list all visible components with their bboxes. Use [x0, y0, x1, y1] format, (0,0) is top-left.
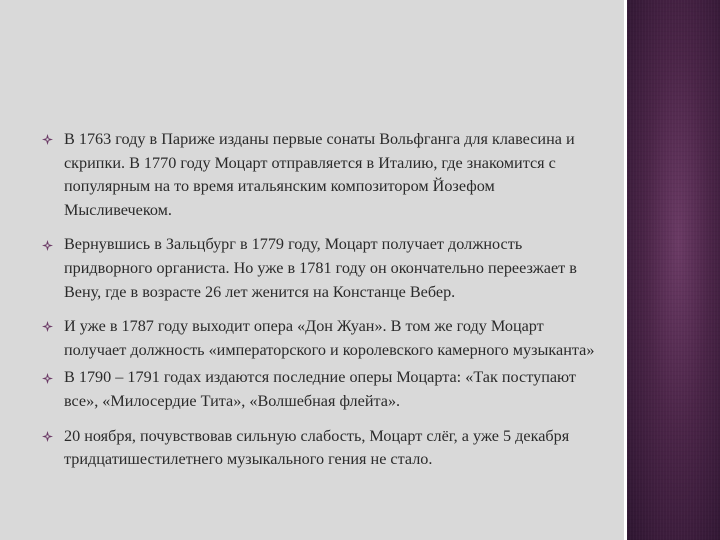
diamond-star-bullet-icon: [40, 128, 54, 152]
bullet-item-1: [40, 128, 600, 222]
bullet-text-2: Вернувшись в Зальцбург в 1779 году, Моцарт получает должность придворного органиста. Но уже в 1781 году он окончательно переезжает в Вену, где в возрасте 26 лет женится на Констанце Вебер.: [64, 235, 577, 301]
diamond-star-bullet-icon: [40, 315, 54, 339]
bullet-item-3: [40, 315, 600, 362]
bullet-text-4: В 1790 – 1791 годах издаются последние оперы Моцарта: «Так поступают все», «Милосердие Тита», «Волшебная флейта».: [64, 368, 576, 410]
sidebar-texture: [627, 0, 720, 540]
diamond-star-bullet-icon: [40, 425, 54, 449]
bullet-list: [40, 128, 600, 472]
bullet-text-1: В 1763 году в Париже изданы первые сонаты Вольфганга для клавесина и скрипки. В 1770 году Моцарт отправляется в Италию, где знакомится с популярным на то время итальянским композитором Йозефом Мысливечеком.: [64, 130, 575, 219]
diamond-star-bullet-icon: [40, 366, 54, 390]
bullet-item-4: [40, 366, 600, 413]
bullet-item-2: [40, 233, 600, 304]
bullet-text-3: И уже в 1787 году выходит опера «Дон Жуан». В том же году Моцарт получает должность «императорского и королевского камерного музыканта»: [64, 317, 595, 359]
bullet-text-5: 20 ноября, почувствовав сильную слабость, Моцарт слёг, а уже 5 декабря тридцатишестилетнего музыкального гения не стало.: [64, 426, 570, 469]
bullet-item-5: [40, 425, 600, 472]
diamond-star-bullet-icon: [40, 233, 54, 257]
